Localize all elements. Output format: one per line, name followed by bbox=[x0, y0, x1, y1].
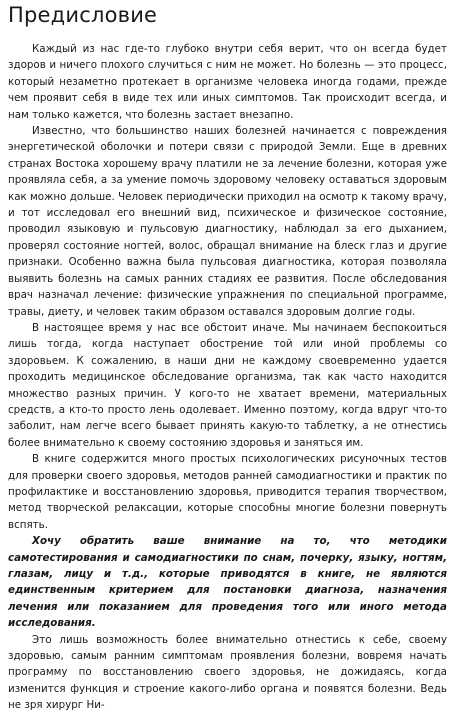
paragraph-4: В книге содержится много простых психологических рисуночных тестов для проверки своего здоровья, методов ранней самодиагностики и практик по профилактике и восстановлению здоровья, приводится терапия творчеством, метод творческой релаксации, которые способны многие болезни повернуть вспять. bbox=[8, 453, 447, 531]
notice-paragraph: Хочу обратить ваше внимание на то, что методики самотестирования и самодиагностики по снам, почерку, языку, ногтям, глазам, лицу и т.д., которые приводятся в книге, не являются единственным критерием для постановки диагноза, назначения лечения или показанием для проведения того или иного метода исследования. bbox=[8, 535, 447, 630]
paragraph-6: Это лишь возможность более внимательно отнестись к себе, своему здоровью, самым ранним симптомам проявления болезни, вовремя начать программу по восстановлению своего здоровья, не дожидаясь, когда изменится функция и строение какого-либо органа и появятся болезни. Ведь не зря хирург Ни- bbox=[8, 633, 447, 712]
paragraph-2: Известно, что большинство наших болезней начинается с повреждения энергетической оболочки и потери связи с природой Земли. Еще в древних странах Востока хорошему врачу платили не за лечение болезни, которая уже проявляла себя, а за умение помочь здоровому человеку оставаться здоровым как можно дольше. Человек периодически приходил на осмотр к такому врачу, и тот исследовал его внешний вид, психическое и физическое состояние, проводил языковую и пульсовую диагностику, наблюдал за его дыханием, проверял состояние ногтей, волос, обращал внимание на блеск глаз и другие признаки. Особенно важна была пульсовая диагностика, которая позволяла выявить болезнь на самых ранних стадиях ее развития. После обследования врач назначал лечение: физические упражнения по специальной программе, травы, диету, и человек таким образом оставался здоровым долгие годы. bbox=[8, 125, 447, 318]
preface-body bbox=[8, 41, 447, 714]
paragraph-3: В настоящее время у нас все обстоит иначе. Мы начинаем беспокоиться лишь тогда, когда наступает обострение той или иной проблемы со здоровьем. К сожалению, в наши дни не каждому своевременно удается проходить медицинское обследование организма, так как часто находится множество разных причин. У кого-то не хватает времени, материальных средств, а кто-то просто лень одолевает. Именно поэтому, когда вдруг что-то заболит, нам легче всего бывает принять какую-то таблетку, а не отнестись более внимательно к своему состоянию здоровья и заняться им. bbox=[8, 321, 447, 449]
paragraph-1: Каждый из нас где-то глубоко внутри себя верит, что он всегда будет здоров и ничего плохого случиться с ним не может. Но болезнь — это процесс, который незаметно протекает в организме человека иногда годами, прежде чем проявит себя в виде тех или иных симптомов. Так происходит всегда, и нам только кажется, что болезнь застает внезапно. bbox=[8, 43, 447, 121]
page-title: Предисловие bbox=[8, 3, 158, 27]
